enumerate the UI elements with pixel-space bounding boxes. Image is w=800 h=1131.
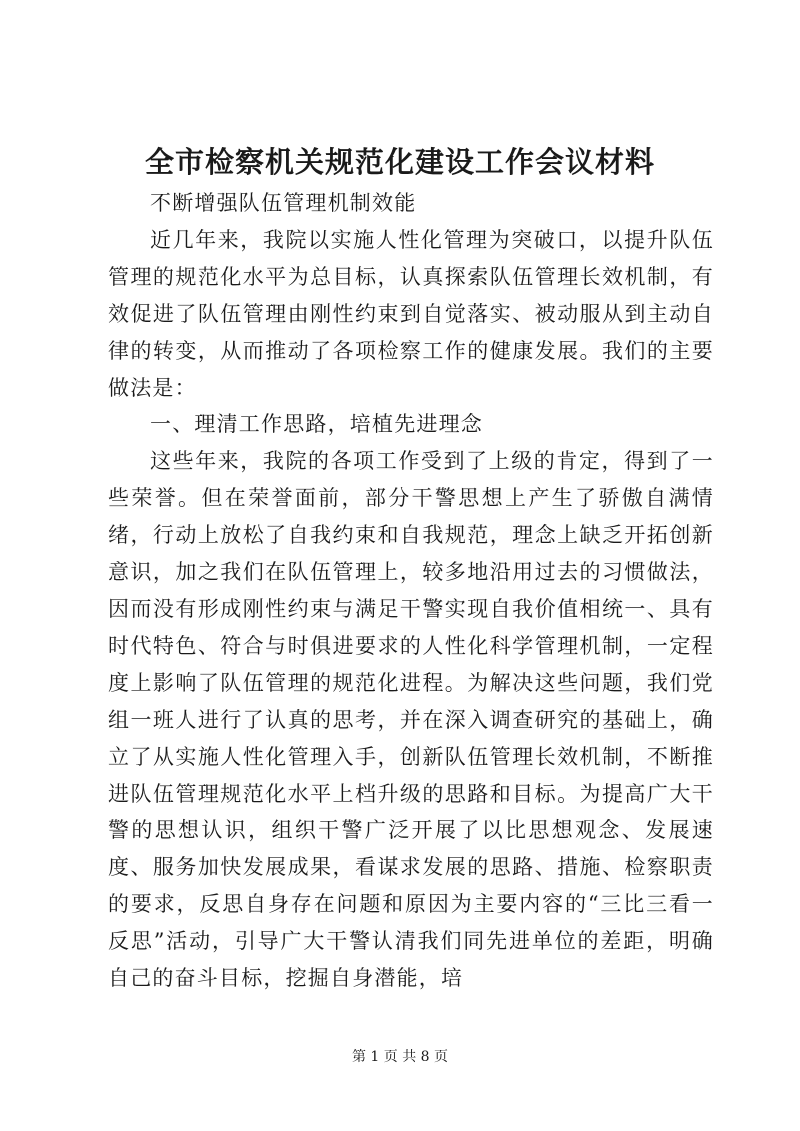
section-heading: 一、理清工作思路，培植先进理念 [150,412,483,437]
intro-paragraph: 近几年来，我院以实施人性化管理为突破口，以提升队伍管理的规范化水平为总目标，认真探索队伍管理长效机制，有效促进了队伍管理由刚性约束到自觉落实、被动服从到主动自律的转变，从而推动了各项检察工作的健康发展。我们的主要做法是： [108,227,714,400]
body-paragraph: 这些年来，我院的各项工作受到了上级的肯定，得到了一些荣誉。但在荣誉面前，部分干警思想上产生了骄傲自满情绪，行动上放松了自我约束和自我规范，理念上缺乏开拓创新意识，加之我们在队伍管理上，较多地沿用过去的习惯做法，因而没有形成刚性约束与满足干警实现自我价值相统一、具有时代特色、符合与时俱进要求的人性化科学管理机制，一定程度上影响了队伍管理的规范化进程。为解决这些问题，我们党组一班人进行了认真的思考，并在深入调查研究的基础上，确立了从实施人性化管理入手，创新队伍管理长效机制，不断推进队伍管理规范化水平上档升级的思路和目标。为提高广大干警的思想认识，组织干警广泛开展了以比思想观念、发展速度、服务加快发展成果，看谋求发展的思路、措施、检察职责的要求，反思自身存在问题和原因为主要内容的“三比三看一反思”活动，引导广大干警认清我们同先进单位的差距，明确自己的奋斗目标，挖掘自身潜能，培 [108,449,714,991]
section-subtitle: 不断增强队伍管理机制效能 [150,191,417,215]
page-footer: 第 1 页 共 8 页 [351,1049,449,1065]
document-body [108,185,714,997]
document-title: 全市检察机关规范化建设工作会议材料 [144,145,655,179]
